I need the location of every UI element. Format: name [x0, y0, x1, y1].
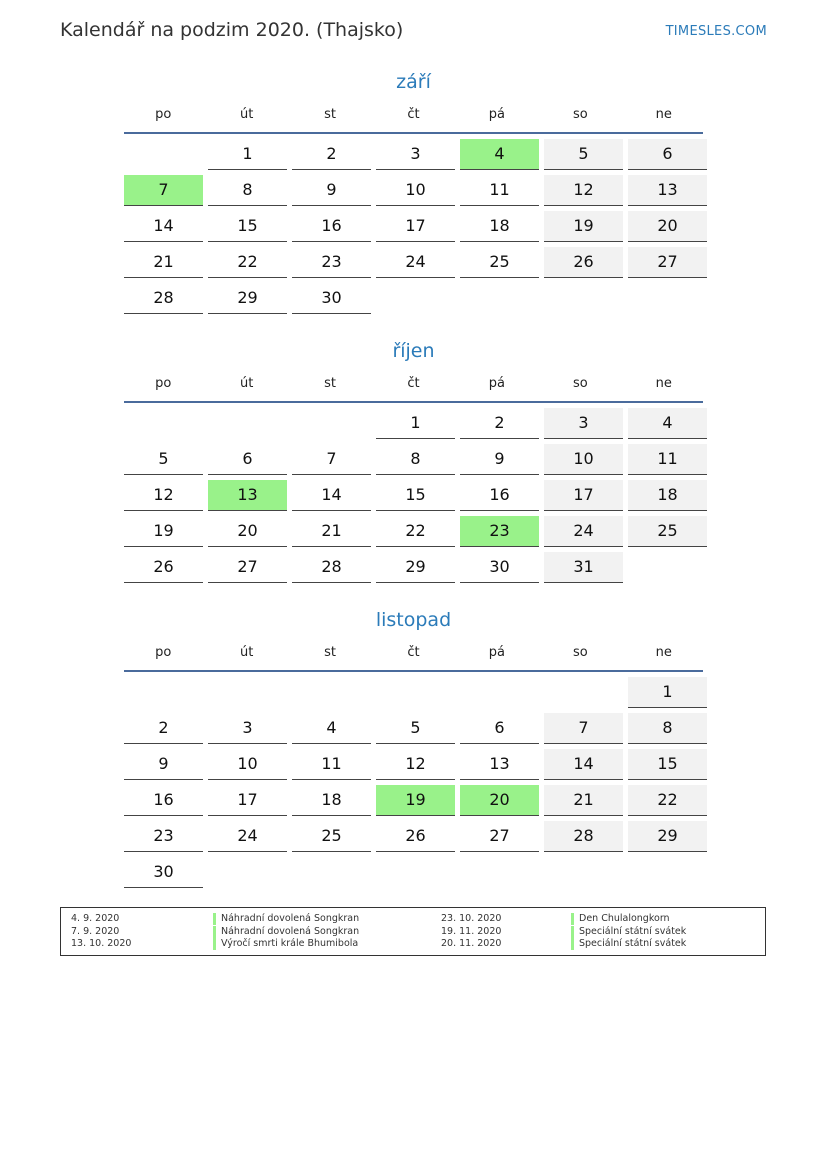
- day-cell: 4: [628, 408, 707, 439]
- day-cell: 2: [124, 713, 203, 744]
- header-divider: [124, 132, 703, 134]
- day-cell: 11: [628, 444, 707, 475]
- day-cell: 12: [544, 175, 623, 206]
- weekday-header: [124, 373, 703, 399]
- legend-date: 23. 10. 2020: [441, 913, 502, 924]
- legend-holiday-name: Speciální státní svátek: [571, 926, 686, 938]
- day-cell: 20: [208, 516, 287, 547]
- legend-holiday-name: Náhradní dovolená Songkran: [213, 913, 359, 925]
- day-cell: 6: [208, 444, 287, 475]
- day-cell: 2: [292, 139, 371, 170]
- day-cell: 9: [124, 749, 203, 780]
- holiday-day-cell: 20: [460, 785, 539, 816]
- day-cell: 13: [628, 175, 707, 206]
- day-cell: 7: [292, 444, 371, 475]
- weekday-label: út: [239, 376, 254, 391]
- day-cell: 5: [376, 713, 455, 744]
- holiday-day-cell: 4: [460, 139, 539, 170]
- day-cell: 16: [460, 480, 539, 511]
- day-cell: 24: [376, 247, 455, 278]
- weekday-label: so: [572, 107, 588, 122]
- weekday-label: ne: [655, 376, 672, 391]
- day-cell: 15: [628, 749, 707, 780]
- weekday-label: ne: [655, 645, 672, 660]
- day-cell: 6: [628, 139, 707, 170]
- legend-holiday-name: Speciální státní svátek: [571, 938, 686, 950]
- legend-entry: [441, 913, 670, 925]
- month-name: listopad: [375, 609, 452, 631]
- legend-entry: [71, 913, 359, 925]
- day-cell: 21: [292, 516, 371, 547]
- day-cell: 25: [628, 516, 707, 547]
- site-link[interactable]: TIMESLES.COM: [665, 24, 767, 39]
- legend-holiday-name: Den Chulalongkorn: [571, 913, 670, 925]
- day-cell: 1: [628, 677, 707, 708]
- day-cell: 1: [208, 139, 287, 170]
- day-grid: [124, 408, 703, 583]
- day-cell: 3: [376, 139, 455, 170]
- holiday-legend: [60, 907, 766, 956]
- day-cell: 29: [628, 821, 707, 852]
- day-cell: 30: [124, 857, 203, 888]
- empty-cell: [376, 283, 455, 314]
- header-divider: [124, 401, 703, 403]
- day-cell: 26: [376, 821, 455, 852]
- month-name: říjen: [392, 340, 435, 362]
- day-cell: 26: [124, 552, 203, 583]
- day-cell: 29: [376, 552, 455, 583]
- empty-cell: [208, 408, 287, 439]
- day-cell: 11: [292, 749, 371, 780]
- empty-cell: [460, 857, 539, 888]
- day-cell: 28: [124, 283, 203, 314]
- day-cell: 22: [376, 516, 455, 547]
- day-cell: 15: [208, 211, 287, 242]
- empty-cell: [292, 408, 371, 439]
- month-september: [124, 68, 703, 314]
- day-cell: 9: [460, 444, 539, 475]
- header-divider: [124, 670, 703, 672]
- day-cell: 21: [124, 247, 203, 278]
- empty-cell: [292, 857, 371, 888]
- empty-cell: [544, 677, 623, 708]
- holiday-day-cell: 23: [460, 516, 539, 547]
- day-cell: 13: [460, 749, 539, 780]
- day-cell: 23: [124, 821, 203, 852]
- empty-cell: [376, 857, 455, 888]
- empty-cell: [376, 677, 455, 708]
- empty-cell: [628, 283, 707, 314]
- legend-date: 13. 10. 2020: [71, 938, 132, 949]
- day-cell: 7: [544, 713, 623, 744]
- weekday-label: čt: [407, 107, 420, 122]
- day-cell: 29: [208, 283, 287, 314]
- day-cell: 19: [544, 211, 623, 242]
- weekday-label: po: [155, 107, 172, 122]
- empty-cell: [544, 857, 623, 888]
- weekday-label: st: [324, 645, 336, 660]
- day-cell: 24: [544, 516, 623, 547]
- day-cell: 31: [544, 552, 623, 583]
- day-cell: 22: [208, 247, 287, 278]
- legend-holiday-name: Výročí smrti krále Bhumibola: [213, 938, 358, 950]
- weekday-label: so: [572, 376, 588, 391]
- day-cell: 18: [292, 785, 371, 816]
- day-cell: 10: [544, 444, 623, 475]
- legend-date: 20. 11. 2020: [441, 938, 502, 949]
- day-cell: 25: [460, 247, 539, 278]
- day-cell: 16: [292, 211, 371, 242]
- day-cell: 28: [544, 821, 623, 852]
- day-cell: 4: [292, 713, 371, 744]
- empty-cell: [544, 283, 623, 314]
- day-cell: 30: [460, 552, 539, 583]
- day-cell: 11: [460, 175, 539, 206]
- day-cell: 20: [628, 211, 707, 242]
- day-cell: 14: [124, 211, 203, 242]
- empty-cell: [628, 857, 707, 888]
- day-cell: 9: [292, 175, 371, 206]
- day-cell: 5: [124, 444, 203, 475]
- day-cell: 22: [628, 785, 707, 816]
- day-cell: 14: [544, 749, 623, 780]
- weekday-label: út: [239, 107, 254, 122]
- legend-entry: [441, 938, 686, 950]
- empty-cell: [124, 408, 203, 439]
- day-cell: 19: [124, 516, 203, 547]
- legend-date: 19. 11. 2020: [441, 926, 502, 937]
- day-cell: 3: [208, 713, 287, 744]
- weekday-header: [124, 104, 703, 130]
- legend-entry: [441, 926, 686, 938]
- weekday-label: po: [155, 645, 172, 660]
- day-cell: 15: [376, 480, 455, 511]
- holiday-day-cell: 7: [124, 175, 203, 206]
- day-cell: 27: [460, 821, 539, 852]
- empty-cell: [292, 677, 371, 708]
- legend-entry: [71, 926, 359, 938]
- day-cell: 1: [376, 408, 455, 439]
- day-cell: 30: [292, 283, 371, 314]
- day-cell: 8: [628, 713, 707, 744]
- weekday-label: čt: [407, 645, 420, 660]
- day-cell: 10: [208, 749, 287, 780]
- holiday-day-cell: 13: [208, 480, 287, 511]
- day-cell: 17: [376, 211, 455, 242]
- legend-entry: [71, 938, 358, 950]
- empty-cell: [460, 677, 539, 708]
- day-cell: 2: [460, 408, 539, 439]
- empty-cell: [460, 283, 539, 314]
- empty-cell: [628, 552, 707, 583]
- empty-cell: [124, 677, 203, 708]
- weekday-label: pá: [488, 645, 505, 660]
- weekday-label: ne: [655, 107, 672, 122]
- day-cell: 12: [124, 480, 203, 511]
- day-grid: [124, 677, 703, 888]
- day-cell: 12: [376, 749, 455, 780]
- day-cell: 23: [292, 247, 371, 278]
- day-cell: 8: [208, 175, 287, 206]
- day-cell: 24: [208, 821, 287, 852]
- day-cell: 3: [544, 408, 623, 439]
- legend-date: 7. 9. 2020: [71, 926, 120, 937]
- legend-date: 4. 9. 2020: [71, 913, 120, 924]
- month-october: [124, 337, 703, 583]
- day-cell: 25: [292, 821, 371, 852]
- weekday-label: st: [324, 107, 336, 122]
- day-cell: 5: [544, 139, 623, 170]
- legend-holiday-name: Náhradní dovolená Songkran: [213, 926, 359, 938]
- day-cell: 17: [544, 480, 623, 511]
- holiday-day-cell: 19: [376, 785, 455, 816]
- month-name: září: [396, 71, 431, 93]
- weekday-label: pá: [488, 107, 505, 122]
- day-cell: 6: [460, 713, 539, 744]
- day-cell: 14: [292, 480, 371, 511]
- weekday-header: [124, 642, 703, 668]
- page-title: Kalendář na podzim 2020. (Thajsko): [60, 19, 404, 41]
- day-cell: 16: [124, 785, 203, 816]
- weekday-label: po: [155, 376, 172, 391]
- day-cell: 28: [292, 552, 371, 583]
- empty-cell: [124, 139, 203, 170]
- empty-cell: [208, 677, 287, 708]
- day-cell: 17: [208, 785, 287, 816]
- weekday-label: čt: [407, 376, 420, 391]
- weekday-label: st: [324, 376, 336, 391]
- day-cell: 27: [208, 552, 287, 583]
- day-cell: 27: [628, 247, 707, 278]
- day-cell: 26: [544, 247, 623, 278]
- day-cell: 10: [376, 175, 455, 206]
- day-cell: 8: [376, 444, 455, 475]
- empty-cell: [208, 857, 287, 888]
- day-cell: 18: [460, 211, 539, 242]
- weekday-label: pá: [488, 376, 505, 391]
- day-cell: 18: [628, 480, 707, 511]
- weekday-label: út: [239, 645, 254, 660]
- weekday-label: so: [572, 645, 588, 660]
- day-grid: [124, 139, 703, 314]
- month-november: [124, 606, 703, 888]
- day-cell: 21: [544, 785, 623, 816]
